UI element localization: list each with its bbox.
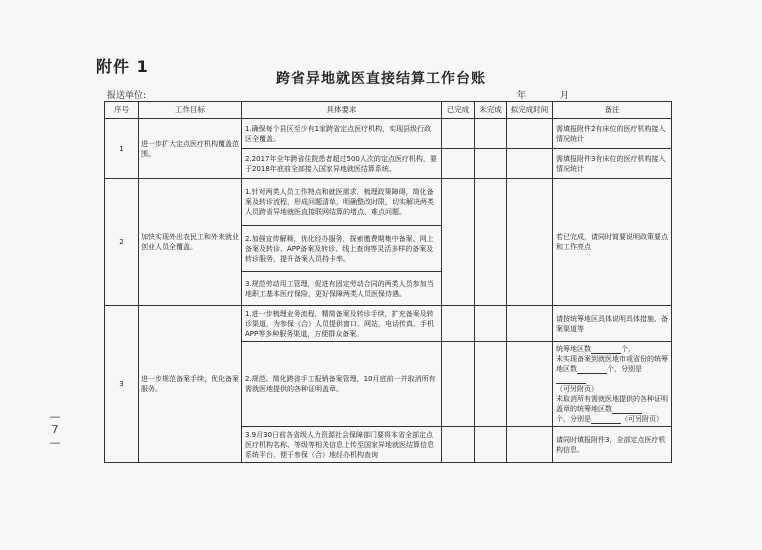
year-label: 年 [517,91,527,101]
planned-time-cell[interactable] [507,119,553,149]
remark-text: 请按统筹地区具体说明具体措施、备案渠道等 [553,306,672,342]
attachment-label: 附件 1 [96,57,149,76]
remark-fill-in-block [553,342,672,427]
requirement-text: 1.进一步梳理业务流程，精简备案及转诊手续，扩充备案及转诊渠道，为参保（合）人员提供窗口、网站、电话传真、手机APP等多种服务渠道，方便群众备案。 [242,306,442,342]
header-completed: 已完成 [442,102,475,119]
table-row [105,119,672,149]
header-no: 序号 [105,102,139,119]
remark-line: 个， [621,345,635,353]
not-completed-cell[interactable] [475,149,507,179]
completed-cell[interactable] [442,179,475,306]
month-label: 月 [560,91,570,101]
not-completed-cell[interactable] [475,179,507,306]
completed-cell[interactable] [442,427,475,463]
table-header-row [105,102,672,119]
completed-cell[interactable] [442,149,475,179]
report-unit-label: 报送单位: [107,91,147,101]
not-completed-cell[interactable] [475,427,507,463]
table-row [105,179,672,226]
completed-cell[interactable] [442,306,475,342]
header-goal: 工作目标 [139,102,242,119]
remark-line: （可另附页） [556,385,598,393]
requirement-text: 1.针对两类人员工作特点和就医需求，梳理政策障碍，简化备案及转诊流程，形成问题清单，明确整改时限，切实解决两类人员跨省异地就医直接联网结算的堵点、难点问题。 [242,179,442,226]
page-number-mark: — 7 — [49,410,61,449]
requirement-text: 2.规范、简化跨省手工报销备案管理，10月底前一并取消所有需就医地提供的各种证明盖章。 [242,342,442,427]
planned-time-cell[interactable] [507,342,553,427]
remark-line: 个，分别是 [607,365,642,373]
header-remarks: 备注 [553,102,672,119]
fill-in-blank[interactable] [591,416,621,424]
header-planned-time: 拟完成时间 [507,102,553,119]
requirement-text: 2.2017年全年跨省住院患者超过500人次的定点医疗机构，要于2018年底前全部接入国家异地就医结算系统。 [242,149,442,179]
not-completed-cell[interactable] [475,306,507,342]
requirement-text: 3.规范劳动用工管理，促进有固定劳动合同的两类人员参加当地职工基本医疗保险，更好保障两类人员医保待遇。 [242,272,442,306]
requirement-text: 2.加强宣传解释，优化经办服务，探索缴费期集中备案、网上备案及转诊、APP备案及转诊、线上查询等灵活多样的备案及转诊服务，提升备案人员持卡率。 [242,226,442,272]
completed-cell[interactable] [442,342,475,427]
row-number: 3 [105,306,139,463]
fill-in-blank[interactable] [577,366,607,374]
row-number: 1 [105,119,139,179]
not-completed-cell[interactable] [475,119,507,149]
document-title: 跨省异地就医直接结算工作台账 [276,71,486,87]
header-requirement: 具体要求 [242,102,442,119]
remark-text: 需填报附件2有床位的医疗机构接入情况统计 [553,119,672,149]
planned-time-cell[interactable] [507,179,553,306]
remark-line: 未实现备案到就医地市或省份的统筹地区数 [556,355,668,373]
fill-in-blank[interactable] [556,376,586,384]
completed-cell[interactable] [442,119,475,149]
fill-in-blank[interactable] [612,406,642,414]
remark-line: 统筹地区数 [556,345,591,353]
row-number: 2 [105,179,139,306]
remark-text: 若已完成，请同时简要说明政策要点和工作亮点 [553,179,672,306]
work-goal: 加快实现外出农民工和外来就业创业人员全覆盖。 [139,179,242,306]
remark-text: 请同时填报附件3，全部定点医疗机构信息。 [553,427,672,463]
planned-time-cell[interactable] [507,306,553,342]
planned-time-cell[interactable] [507,427,553,463]
not-completed-cell[interactable] [475,342,507,427]
fill-in-blank[interactable] [591,346,621,354]
requirement-text: 3.9月30日前各省级人力资源社会保障部门要将本省全部定点医疗机构名称、等级等相关信息上传至国家异地就医结算信息系统平台，便于参保（合）地经办机构查询 [242,427,442,463]
work-goal: 进一步规范备案手续，优化备案服务。 [139,306,242,463]
header-not-completed: 未完成 [475,102,507,119]
planned-time-cell[interactable] [507,149,553,179]
work-goal: 进一步扩大定点医疗机构覆盖范围。 [139,119,242,179]
remark-line: （可另附页） [621,415,663,423]
requirement-text: 1.确保每个县区至少有1家跨省定点医疗机构，实现县级行政区全覆盖。 [242,119,442,149]
remark-text: 需填报附件3有床位的医疗机构接入情况统计 [553,149,672,179]
remark-line: 未取消所有需就医地提供的各种证明盖章的统筹地区数 [556,395,668,413]
work-ledger-table [104,101,672,463]
table-row [105,306,672,342]
remark-line: 个，分别是 [556,415,591,423]
